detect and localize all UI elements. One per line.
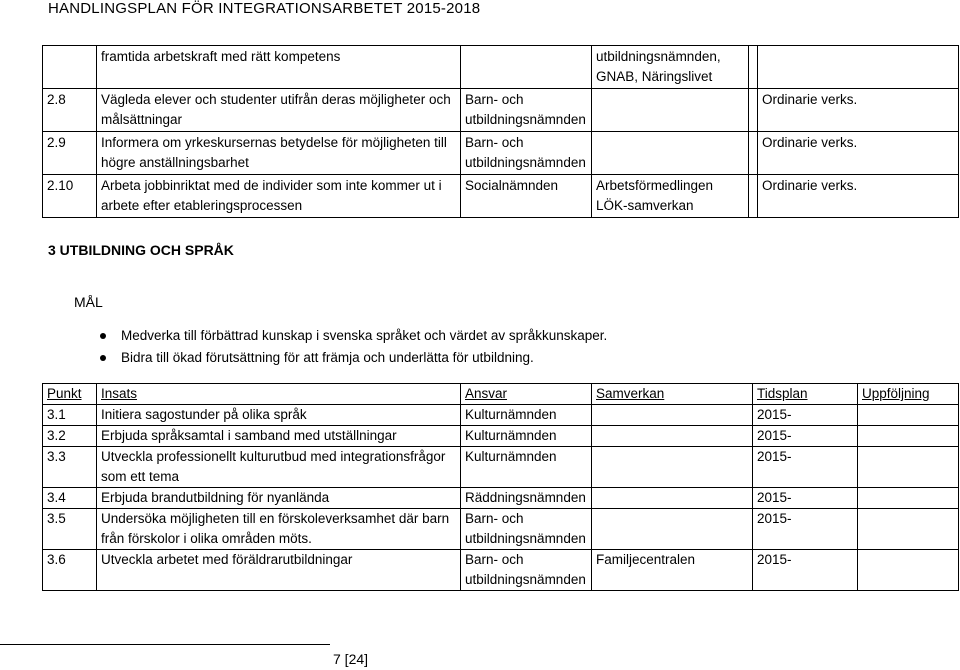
cell-punkt: 2.9 (43, 132, 97, 175)
cell-samverkan (592, 488, 753, 509)
cell-insats: Vägleda elever och studenter utifrån deras möjligheter och målsättningar (97, 89, 461, 132)
cell-insats: Initiera sagostunder på olika språk (97, 405, 461, 426)
cell-ansvar: Räddningsnämnden (461, 488, 592, 509)
cell-samverkan: utbildningsnämnden, GNAB, Näringslivet (592, 46, 749, 89)
cell-uppfoljning (858, 426, 959, 447)
cell-punkt: 3.3 (43, 447, 97, 488)
cell-ansvar: Barn- och utbildningsnämnden (461, 89, 592, 132)
goal-list (100, 325, 607, 369)
footer-divider (0, 644, 330, 645)
cell-ansvar (461, 46, 592, 89)
header-ansvar: Ansvar (461, 384, 592, 405)
cell-insats: Undersöka möjligheten till en förskoleverksamhet där barn från förskolor i olika områden möts. (97, 509, 461, 550)
cell-insats: Utveckla professionellt kulturutbud med integrationsfrågor som ett tema (97, 447, 461, 488)
cell-uppfoljning (858, 550, 959, 591)
cell-uppfoljning (858, 405, 959, 426)
page-number: 7 [24] (333, 651, 369, 667)
cell-tidsplan: 2015- (753, 405, 858, 426)
table-header-row (43, 384, 959, 405)
cell-punkt: 3.4 (43, 488, 97, 509)
table-row (43, 447, 959, 488)
cell-tidsplan: 2015- (753, 550, 858, 591)
cell-uppfoljning (858, 509, 959, 550)
table-row (43, 509, 959, 550)
cell-ansvar: Socialnämnden (461, 175, 592, 218)
cell-samverkan (592, 447, 753, 488)
cell-samverkan (592, 405, 753, 426)
table-row (43, 550, 959, 591)
cell-uppfoljning (858, 447, 959, 488)
action-table-section-3 (42, 383, 959, 591)
document-header: HANDLINGSPLAN FÖR INTEGRATIONSARBETET 2015-2018 (48, 0, 481, 17)
table-row (43, 405, 959, 426)
header-uppfoljning: Uppföljning (858, 384, 959, 405)
goal-label: MÅL (74, 294, 103, 310)
cell-insats: framtida arbetskraft med rätt kompetens (97, 46, 461, 89)
cell-tidsplan (749, 132, 758, 175)
cell-punkt (43, 46, 97, 89)
cell-punkt: 2.10 (43, 175, 97, 218)
cell-insats: Informera om yrkeskursernas betydelse för möjligheten till högre anställningsbarhet (97, 132, 461, 175)
cell-tidsplan (749, 46, 758, 89)
cell-uppfoljning (858, 488, 959, 509)
header-insats: Insats (97, 384, 461, 405)
table-row (43, 89, 959, 132)
cell-tidsplan: 2015- (753, 426, 858, 447)
cell-uppfoljning: Ordinarie verks. (758, 89, 959, 132)
cell-uppfoljning (758, 46, 959, 89)
list-item: Bidra till ökad förutsättning för att främja och underlätta för utbildning. (100, 347, 607, 369)
cell-insats: Utveckla arbetet med föräldrarutbildningar (97, 550, 461, 591)
table-row (43, 175, 959, 218)
cell-samverkan (592, 89, 749, 132)
table-row (43, 46, 959, 89)
table-row (43, 132, 959, 175)
cell-punkt: 3.1 (43, 405, 97, 426)
cell-insats: Arbeta jobbinriktat med de individer som inte kommer ut i arbete efter etableringsprocessen (97, 175, 461, 218)
cell-tidsplan: 2015- (753, 447, 858, 488)
cell-insats: Erbjuda språksamtal i samband med utställningar (97, 426, 461, 447)
header-samverkan: Samverkan (592, 384, 753, 405)
cell-tidsplan (749, 175, 758, 218)
action-table-section-2 (42, 45, 959, 218)
cell-samverkan: Familjecentralen (592, 550, 753, 591)
cell-samverkan: Arbetsförmedlingen LÖK-samverkan (592, 175, 749, 218)
list-item: Medverka till förbättrad kunskap i svenska språket och värdet av språkkunskaper. (100, 325, 607, 347)
cell-punkt: 3.6 (43, 550, 97, 591)
cell-ansvar: Kulturnämnden (461, 426, 592, 447)
cell-tidsplan: 2015- (753, 509, 858, 550)
cell-insats: Erbjuda brandutbildning för nyanlända (97, 488, 461, 509)
cell-samverkan (592, 426, 753, 447)
cell-tidsplan (749, 89, 758, 132)
section-heading: 3 UTBILDNING OCH SPRÅK (48, 242, 234, 258)
header-punkt: Punkt (43, 384, 97, 405)
cell-tidsplan: 2015- (753, 488, 858, 509)
cell-uppfoljning: Ordinarie verks. (758, 175, 959, 218)
cell-samverkan (592, 509, 753, 550)
header-tidsplan: Tidsplan (753, 384, 858, 405)
cell-punkt: 3.5 (43, 509, 97, 550)
cell-punkt: 3.2 (43, 426, 97, 447)
table-row (43, 426, 959, 447)
cell-uppfoljning: Ordinarie verks. (758, 132, 959, 175)
cell-ansvar: Barn- och utbildningsnämnden (461, 550, 592, 591)
cell-ansvar: Kulturnämnden (461, 447, 592, 488)
cell-ansvar: Kulturnämnden (461, 405, 592, 426)
cell-ansvar: Barn- och utbildningsnämnden (461, 132, 592, 175)
table-row (43, 488, 959, 509)
cell-samverkan (592, 132, 749, 175)
cell-punkt: 2.8 (43, 89, 97, 132)
cell-ansvar: Barn- och utbildningsnämnden (461, 509, 592, 550)
